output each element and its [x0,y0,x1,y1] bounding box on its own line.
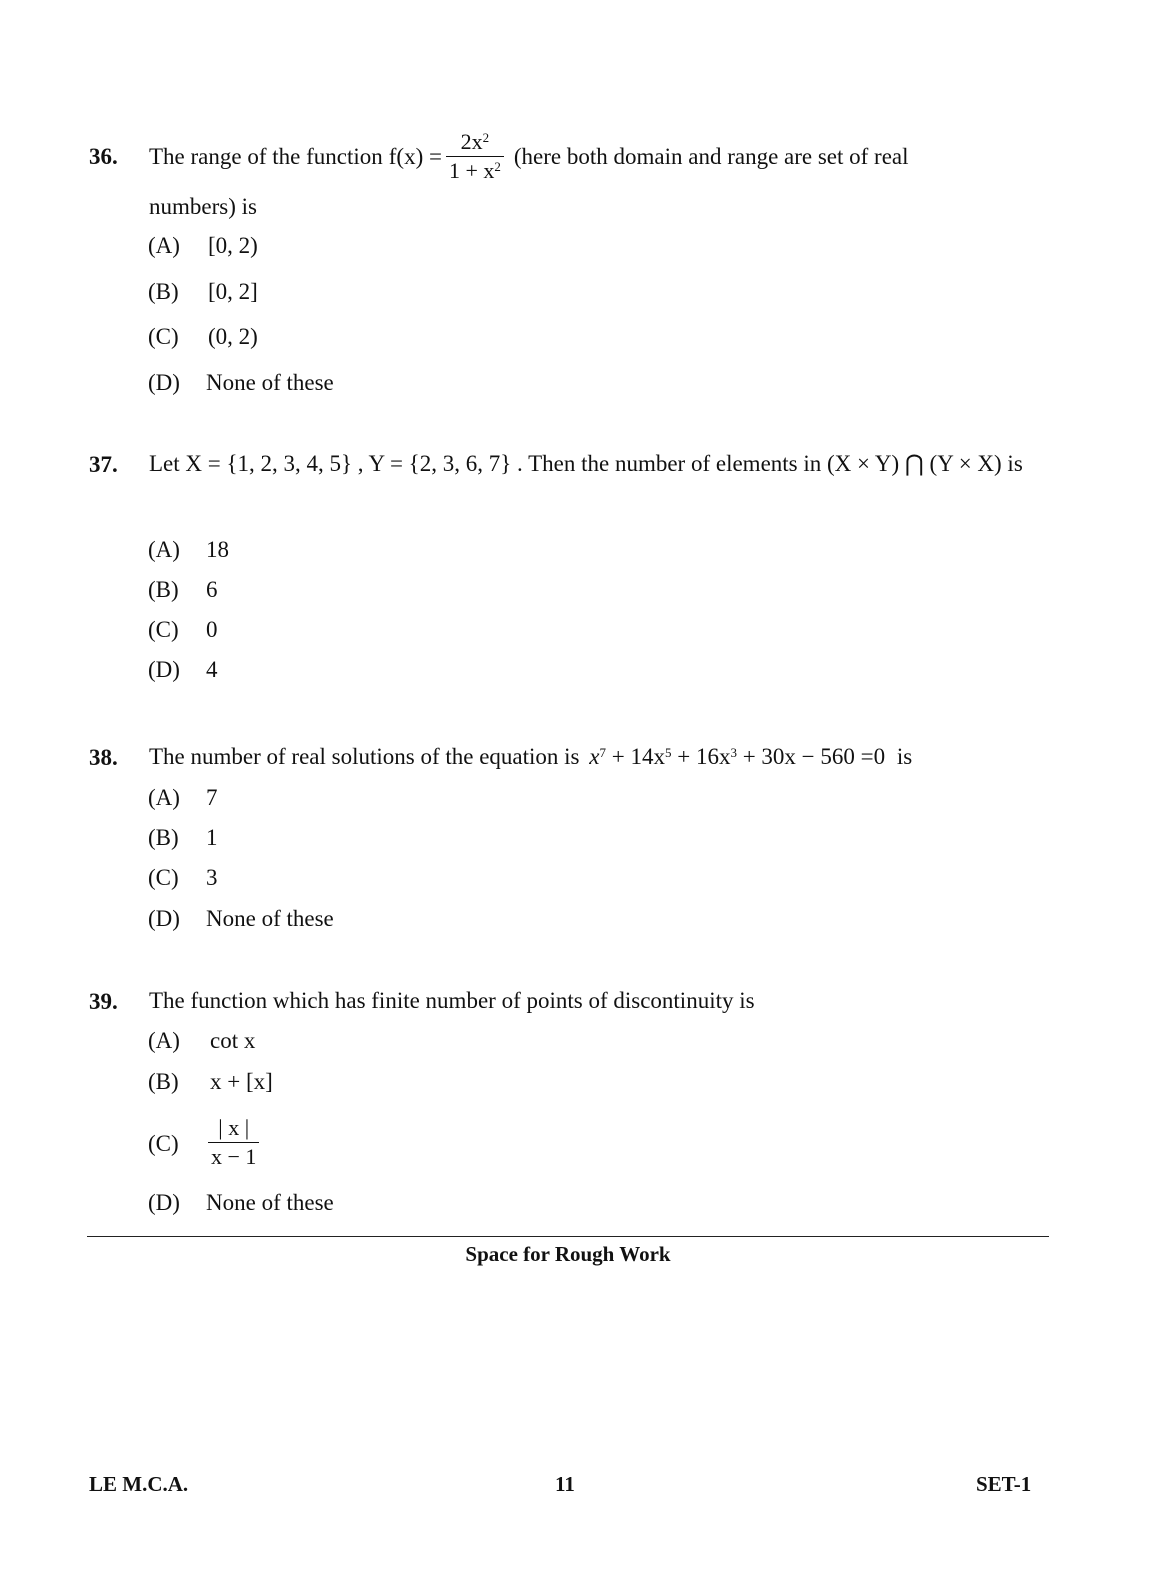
range-fraction [446,130,504,183]
footer-exam-code: LE M.C.A. [89,1472,189,1496]
fraction-denominator: $1 + x^2$ [446,156,504,183]
option-label: (B) [148,279,179,304]
question-number-37: 37. [89,452,118,477]
option-label: (D) [148,1190,180,1215]
fraction-numerator: $2x^2$ [460,129,490,154]
question-36-stem-prefix: The range of the function [149,143,383,169]
option-label: (D) [148,370,180,395]
rough-work-label: Space for Rough Work [465,1242,671,1266]
option-value: 1 [206,825,218,850]
question-36-stem-line2: numbers) is [149,194,257,219]
question-37-stem: Let X = {1, 2, 3, 4, 5} , Y = {2, 3, 6, 7} . Then the number of elements in (X × Y) ⋂ (Y × X) is [149,451,1023,476]
question-38-stem-suffix: is [896,744,913,769]
option-label: (C) [148,617,179,642]
option-value: 3 [206,865,218,890]
question-39-stem: The function which has finite number of points of discontinuity is [149,988,755,1013]
option-label: (A) [148,785,180,810]
option-label: (A) [148,1028,180,1053]
option-value: x + [x] [210,1069,273,1094]
question-number-39: 39. [89,989,118,1014]
fraction-numerator: | x | [218,1115,250,1140]
option-value-fraction [208,1116,259,1169]
option-label: (D) [148,906,180,931]
question-number-38: 38. [89,745,118,770]
option-label: (D) [148,657,180,682]
option-value: None of these [206,370,334,395]
footer-page-number: 11 [555,1472,575,1496]
function-lhs: f(x) = [388,143,442,169]
option-label: (A) [148,537,180,562]
option-value: 4 [206,657,218,682]
abs-x-fraction [208,1116,259,1169]
option-value: 7 [206,785,218,810]
question-number-36: 36. [89,144,118,169]
option-label: (B) [148,577,179,602]
fraction-denominator: x − 1 [208,1142,259,1169]
option-value: (0, 2) [208,324,258,349]
option-label: (C) [148,324,179,349]
divider-line [87,1236,1049,1237]
question-36-stem-suffix: (here both domain and range are set of real [513,143,909,169]
polynomial-equation: $x^7 + 14x^5 + 16x^3 + 30x - 560 =0$ [589,744,886,769]
option-value: 18 [206,537,229,562]
option-value: cot x [210,1028,256,1053]
option-value: [0, 2) [208,233,258,258]
question-36-stem [149,130,909,183]
option-label: (B) [148,1069,179,1094]
option-label: (C) [148,1131,179,1156]
question-38-stem-prefix: The number of real solutions of the equation is [149,744,580,769]
option-label: (C) [148,865,179,890]
option-value: None of these [206,906,334,931]
question-38-stem [149,743,912,771]
option-label: (A) [148,233,180,258]
footer-set-label: SET-1 [976,1472,1032,1496]
option-value: [0, 2] [208,279,258,304]
option-value: None of these [206,1190,334,1215]
option-value: 6 [206,577,218,602]
option-value: 0 [206,617,218,642]
option-label: (B) [148,825,179,850]
